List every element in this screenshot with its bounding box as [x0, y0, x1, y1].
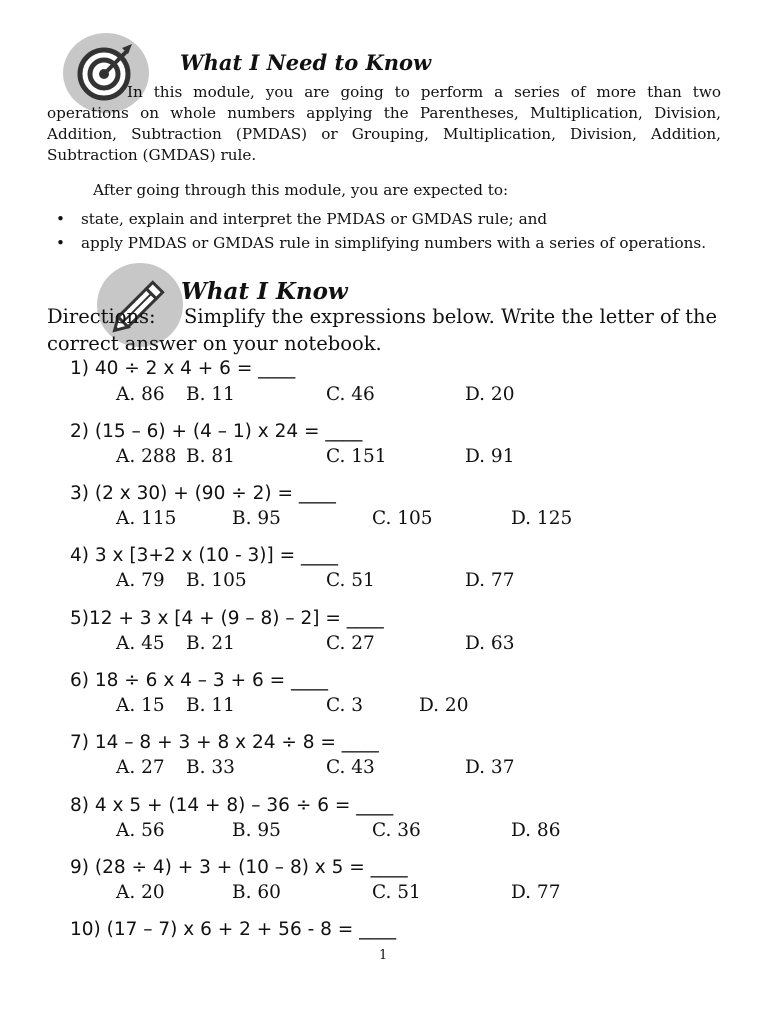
option-b: B. 21: [186, 633, 235, 654]
option-d: D. 37: [465, 757, 515, 778]
option-b: B. 11: [186, 695, 235, 716]
option-a: A. 79: [116, 570, 165, 591]
option-a: A. 288: [116, 446, 177, 467]
directions-label: Directions:: [47, 305, 156, 328]
directions-text: Simplify the expressions below. Write the letter of the correct answer on your notebook.: [47, 305, 718, 355]
option-b: B. 11: [186, 384, 235, 405]
option-a: A. 20: [116, 882, 165, 903]
option-c: C. 43: [326, 757, 375, 778]
option-d: D. 20: [465, 384, 515, 405]
question-1: 1) 40 ÷ 2 x 4 + 6 = ____: [70, 358, 296, 379]
question-7: 7) 14 – 8 + 3 + 8 x 24 ÷ 8 = ____: [70, 732, 379, 753]
option-c: C. 36: [372, 820, 421, 841]
option-a: A. 56: [116, 820, 165, 841]
question-4: 4) 3 x [3+2 x (10 - 3)] = ____: [70, 545, 338, 566]
question-9: 9) (28 ÷ 4) + 3 + (10 – 8) x 5 = ____: [70, 857, 408, 878]
question-5: 5)12 + 3 x [4 + (9 – 8) – 2] = ____: [70, 608, 384, 629]
option-d: D. 91: [465, 446, 515, 467]
option-d: D. 86: [511, 820, 561, 841]
option-d: D. 20: [419, 695, 469, 716]
page-number: 1: [379, 948, 388, 963]
option-a: A. 27: [116, 757, 165, 778]
option-b: B. 95: [232, 820, 281, 841]
objectives-list: [56, 209, 721, 257]
option-c: C. 27: [326, 633, 375, 654]
option-a: A. 86: [116, 384, 165, 405]
question-10: 10) (17 – 7) x 6 + 2 + 56 - 8 = ____: [70, 919, 397, 940]
option-b: B. 33: [186, 757, 235, 778]
option-c: C. 51: [326, 570, 375, 591]
list-item: • state, explain and interpret the PMDAS or GMDAS rule; and: [56, 210, 548, 228]
option-c: C. 46: [326, 384, 375, 405]
list-item: • apply PMDAS or GMDAS rule in simplifying numbers with a series of operations.: [56, 234, 707, 252]
option-a: A. 45: [116, 633, 165, 654]
question-6: 6) 18 ÷ 6 x 4 – 3 + 6 = ____: [70, 670, 328, 691]
option-c: C. 51: [372, 882, 421, 903]
section-title-what-i-need-to-know: What I Need to Know: [180, 50, 432, 75]
question-2: 2) (15 – 6) + (4 – 1) x 24 = ____: [70, 421, 363, 442]
bullet-icon: •: [56, 234, 65, 252]
option-c: C. 151: [326, 446, 387, 467]
option-b: B. 95: [232, 508, 281, 529]
option-d: D. 77: [465, 570, 515, 591]
intro-paragraph: In this module, you are going to perform a series of more than two operations on whole numbers applying the Parentheses, Multiplication, Division, Addition, Subtraction (PMDAS) or Grouping, Multiplication, Division, Addition, Subtraction (GMDAS) rule.: [47, 83, 721, 164]
option-c: C. 105: [372, 508, 433, 529]
option-b: B. 60: [232, 882, 281, 903]
question-3: 3) (2 x 30) + (90 ÷ 2) = ____: [70, 483, 336, 504]
option-b: B. 105: [186, 570, 247, 591]
option-a: A. 15: [116, 695, 165, 716]
option-a: A. 115: [116, 508, 177, 529]
directions: [47, 303, 723, 357]
option-d: D. 63: [465, 633, 515, 654]
option-d: D. 125: [511, 508, 573, 529]
option-b: B. 81: [186, 446, 235, 467]
expectations-intro: After going through this module, you are expected to:: [93, 181, 509, 199]
bullet-icon: •: [56, 210, 65, 228]
option-d: D. 77: [511, 882, 561, 903]
option-c: C. 3: [326, 695, 364, 716]
question-8: 8) 4 x 5 + (14 + 8) – 36 ÷ 6 = ____: [70, 795, 394, 816]
section-title-what-i-know: What I Know: [181, 278, 348, 305]
